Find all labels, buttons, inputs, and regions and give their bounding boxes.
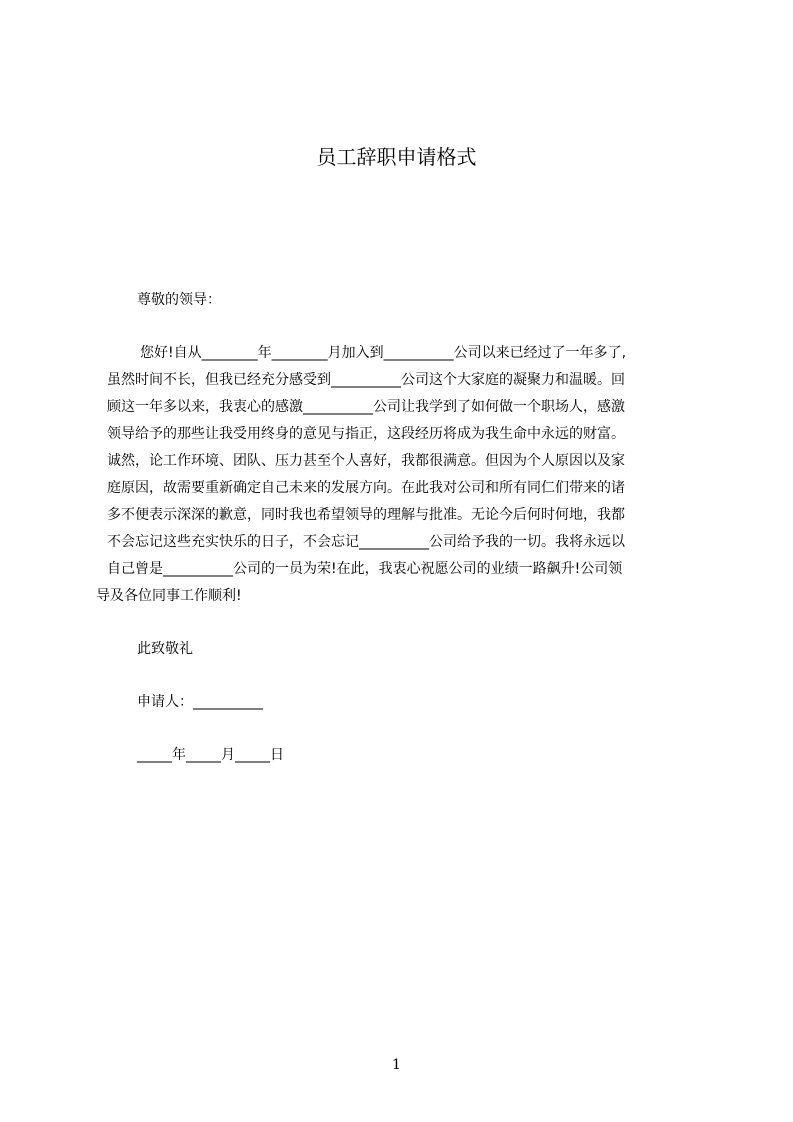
- body-line-8: 不会忘记这些充实快乐的日子，不会忘记__________公司给予我的一切。我将永远以: [107, 534, 625, 550]
- body-line-2: 虽然时间不长，但我已经充分感受到__________公司这个大家庭的凝聚力和温暖。回: [107, 372, 625, 388]
- body-line-5: 诚然，论工作环境、团队、压力甚至个人喜好，我都很满意。但因为个人原因以及家: [107, 453, 625, 469]
- closing-text: 此致敬礼: [137, 641, 193, 657]
- applicant-line: 申请人：__________: [137, 694, 263, 710]
- body-line-4: 领导给予的那些让我受用终身的意见与指正，这段经历将成为我生命中永远的财富。: [107, 426, 625, 442]
- body-line-9: 自己曾是__________公司的一员为荣!在此，我衷心祝愿公司的业绩一路飙升!公司领: [107, 561, 623, 577]
- page-number: 1: [392, 1057, 401, 1073]
- document-title: 员工辞职申请格式: [316, 145, 477, 169]
- body-line-7: 多不便表示深深的歉意，同时我也希望领导的理解与批准。无论今后何时何地，我都: [107, 507, 625, 523]
- body-line-1: 您好!自从________年________月加入到__________公司以来已经过了一年多了,: [140, 345, 627, 361]
- salutation: 尊敬的领导：: [137, 292, 221, 308]
- body-line-3: 顾这一年多以来，我衷心的感激__________公司让我学到了如何做一个职场人，感激: [107, 399, 625, 415]
- date-line: _____年_____月_____日: [137, 747, 284, 763]
- body-line-10: 导及各位同事工作顺利!: [96, 588, 242, 604]
- body-line-6: 庭原因，故需要重新确定自己未来的发展方向。在此我对公司和所有同仁们带来的诸: [107, 480, 625, 496]
